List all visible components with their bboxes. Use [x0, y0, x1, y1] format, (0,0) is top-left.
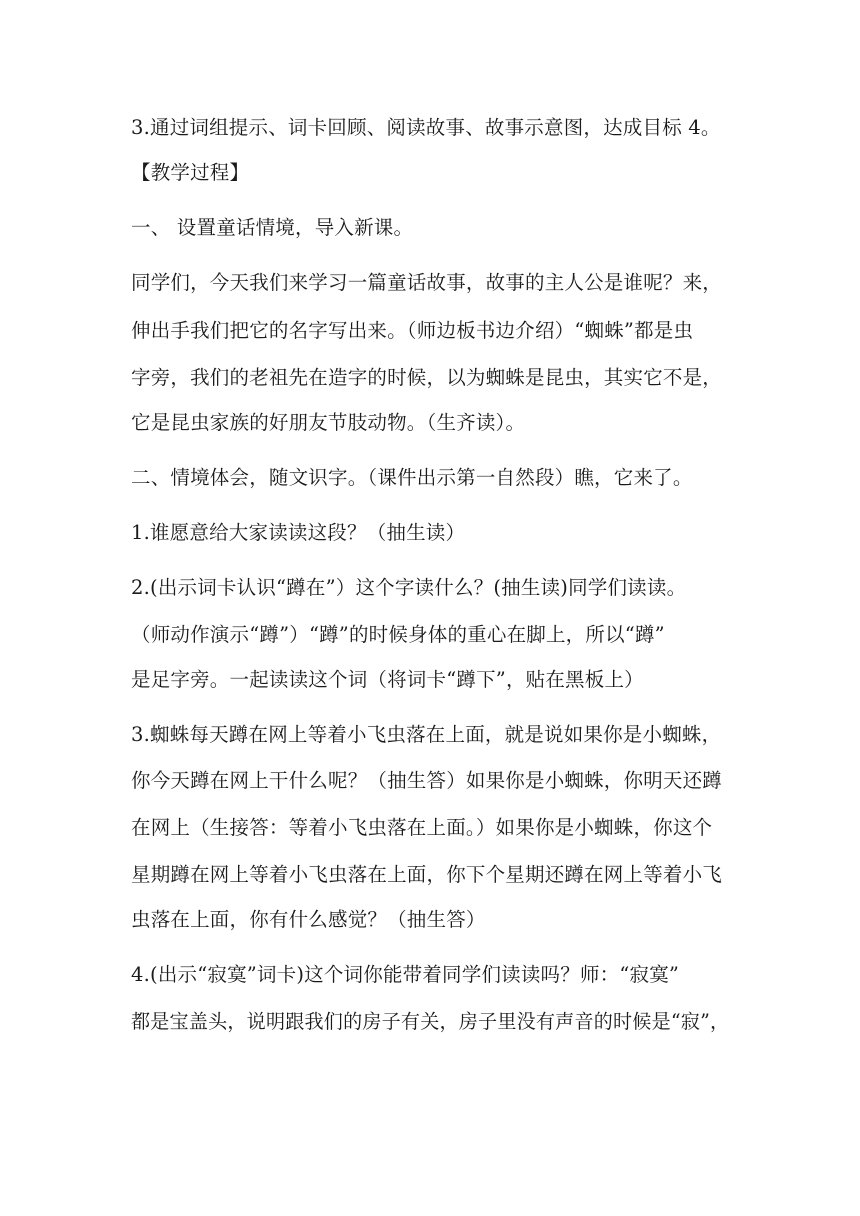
- text-line-item-1: 1.谁愿意给大家读读这段？（抽生读）: [131, 521, 466, 544]
- section-heading-1: 一、 设置童话情境，导入新课。: [131, 216, 414, 239]
- text-line: 星期蹲在网上等着小飞虫落在上面，你下个星期还蹲在网上等着小飞: [131, 863, 723, 886]
- section-heading-2: 二、情境体会，随文识字。（课件出示第一自然段）瞧，它来了。: [131, 466, 693, 489]
- text-line: （师动作演示“蹲”）“蹲”的时候身体的重心在脚上，所以“蹲”: [131, 623, 665, 646]
- text-line-item-3: 3.蜘蛛每天蹲在网上等着小飞虫落在上面，就是说如果你是小蜘蛛，: [131, 723, 722, 746]
- text-line: 你今天蹲在网上干什么呢？（抽生答）如果你是小蜘蛛，你明天还蹲: [131, 769, 723, 792]
- section-heading-teaching-process: 【教学过程】: [131, 161, 250, 184]
- text-line: 虫落在上面，你有什么感觉？（抽生答）: [131, 908, 486, 931]
- text-line: 在网上（生接答：等着小飞虫落在上面。）如果你是小蜘蛛，你这个: [131, 816, 713, 839]
- text-line-goal-3: 3.通过词组提示、词卡回顾、阅读故事、故事示意图，达成目标 4。: [131, 116, 721, 139]
- text-line: 字旁，我们的老祖先在造字的时候，以为蜘蛛是昆虫，其实它不是，: [131, 366, 723, 389]
- text-line: 它是昆虫家族的好朋友节肢动物。（生齐读）。: [131, 411, 526, 434]
- text-line: 伸出手我们把它的名字写出来。（师边板书边介绍）“蜘蛛”都是虫: [131, 319, 694, 342]
- text-line: 是足字旁。一起读读这个词（将词卡“蹲下”，贴在黑板上）: [131, 668, 644, 691]
- text-line: 同学们，今天我们来学习一篇童话故事，故事的主人公是谁呢？来，: [131, 271, 723, 294]
- text-line-item-2: 2.(出示词卡认识“蹲在”）这个字读什么？(抽生读)同学们读读。: [131, 576, 687, 599]
- text-line-item-4: 4.(出示“寂寞”词卡)这个词你能带着同学们读读吗？师：“寂寞”: [131, 963, 680, 986]
- text-line: 都是宝盖头，说明跟我们的房子有关，房子里没有声音的时候是“寂”，: [131, 1010, 730, 1033]
